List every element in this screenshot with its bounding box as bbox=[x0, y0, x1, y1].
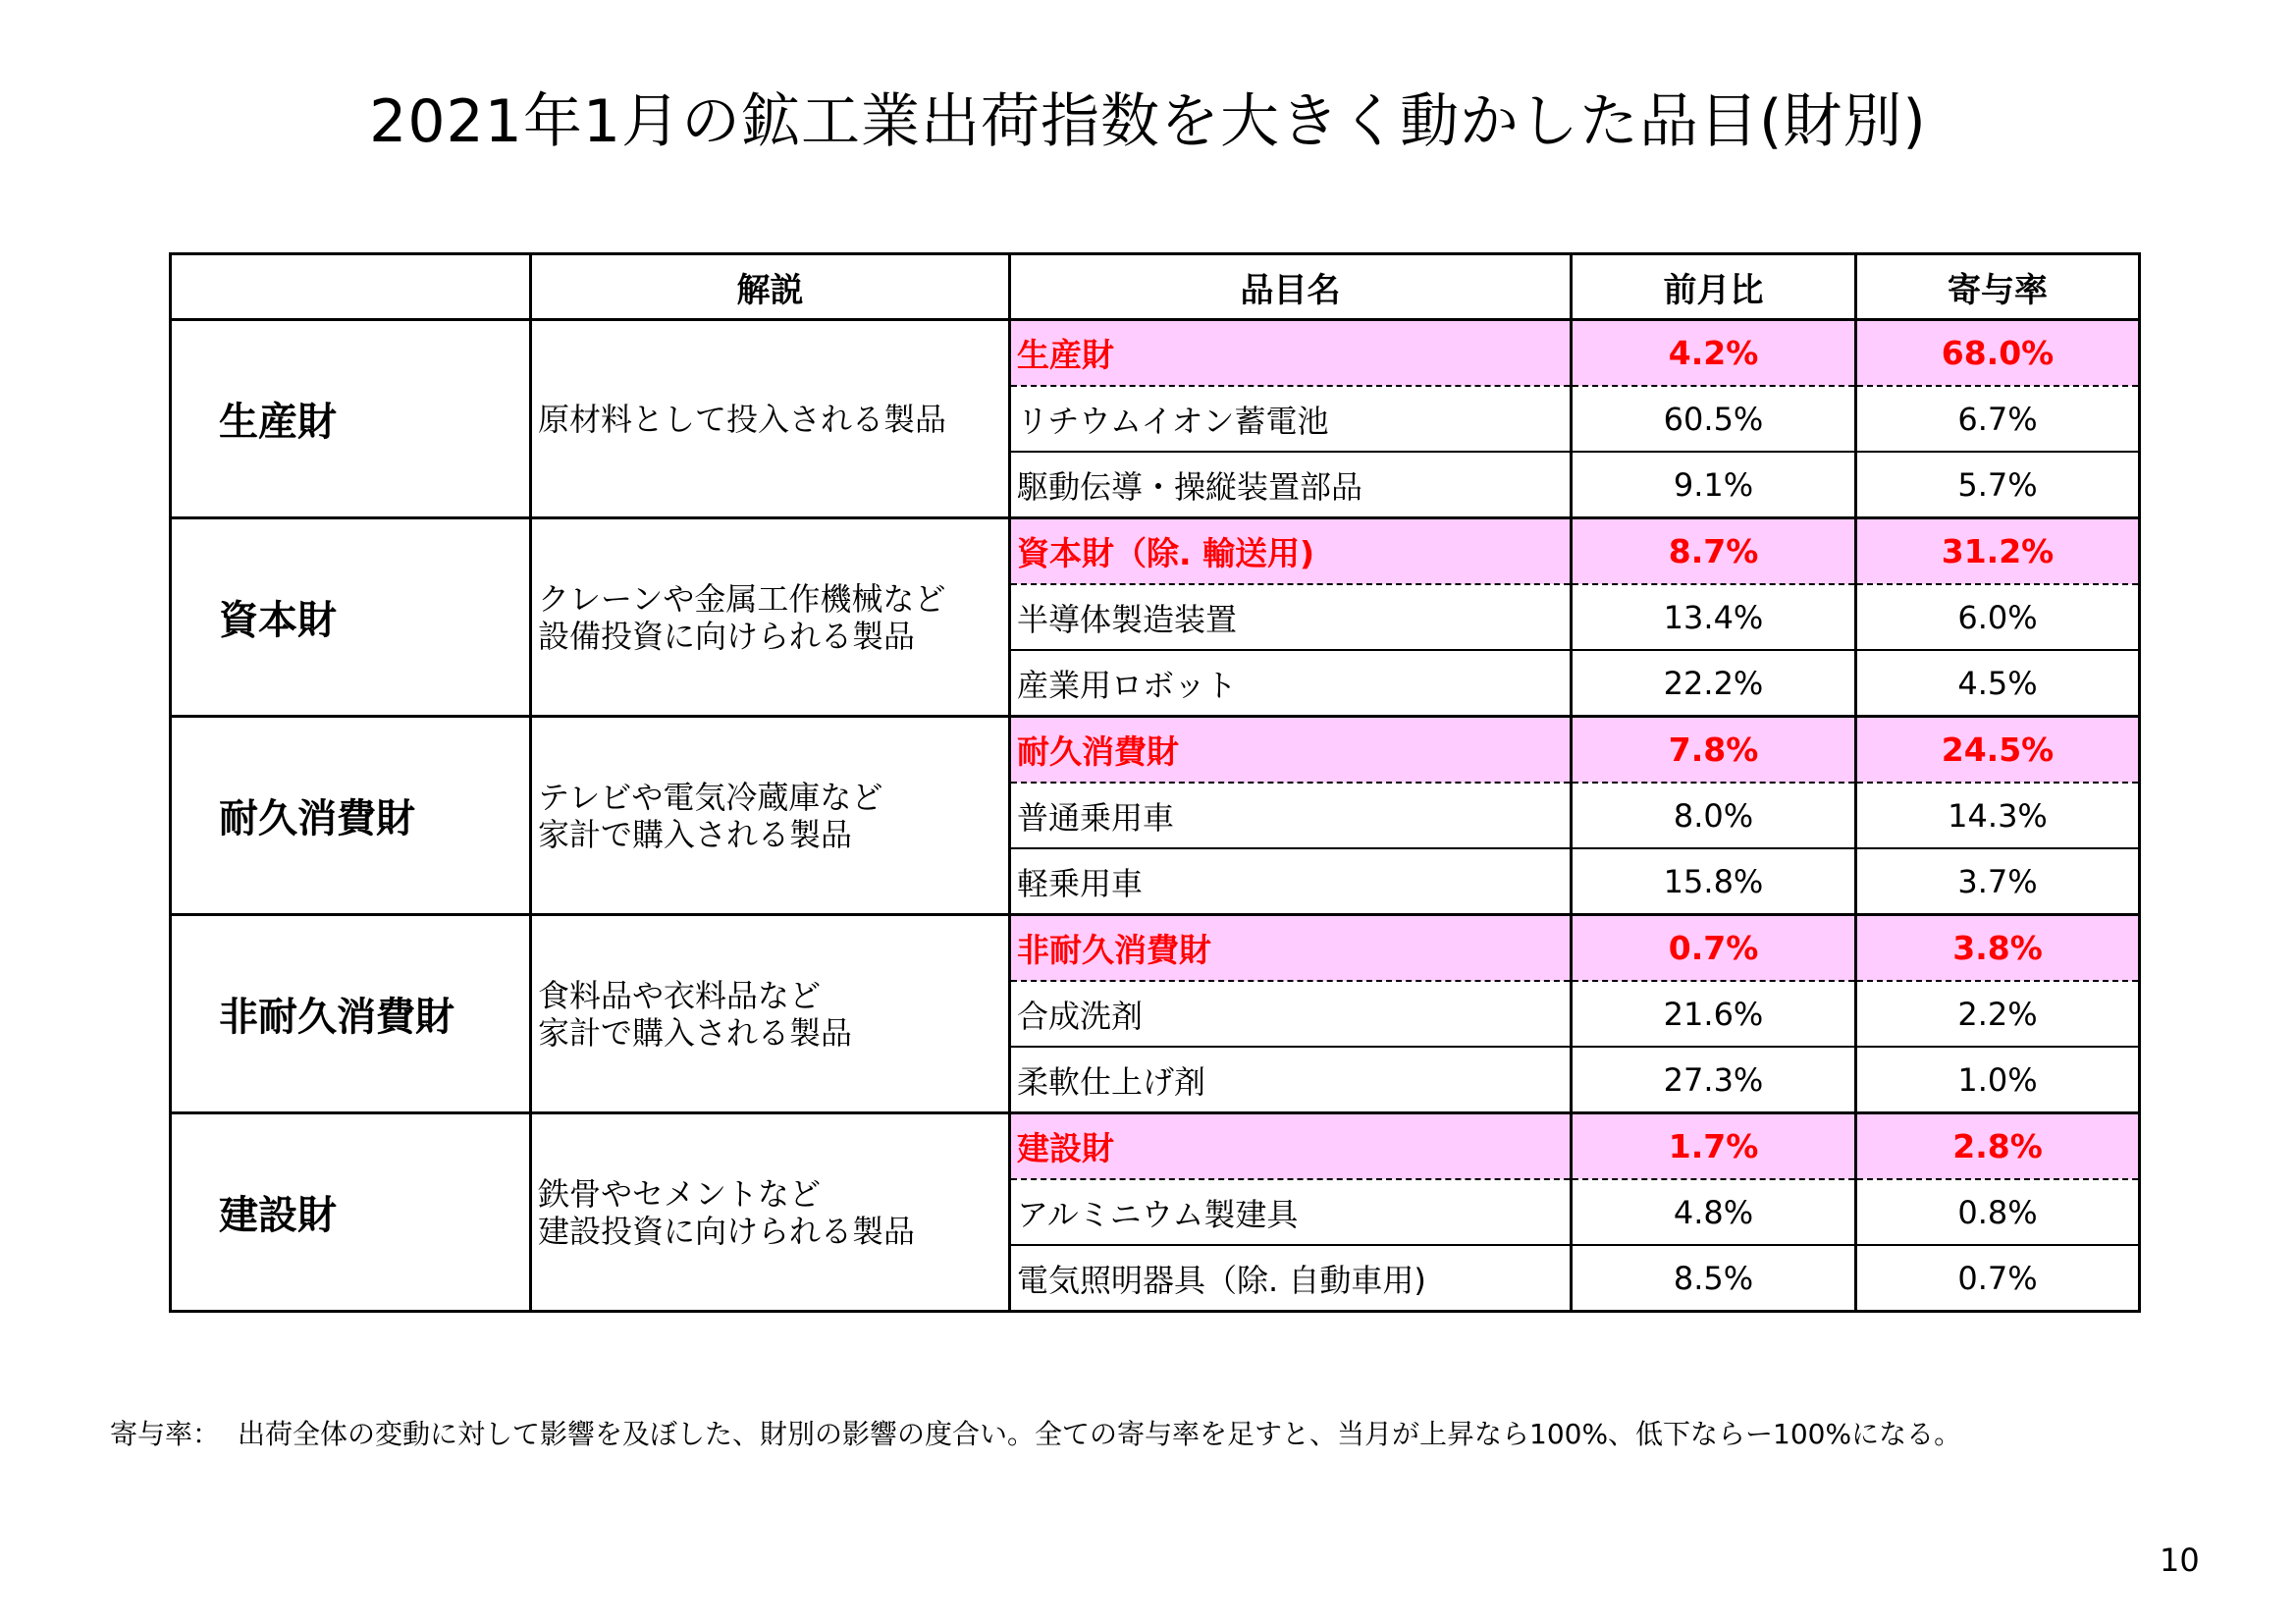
contribution-cell: 0.7% bbox=[1856, 1245, 2140, 1312]
header-category bbox=[171, 254, 531, 320]
header-mom: 前月比 bbox=[1572, 254, 1856, 320]
contribution-cell: 5.7% bbox=[1856, 452, 2140, 518]
contribution-cell: 14.3% bbox=[1856, 783, 2140, 848]
item-name-cell: 産業用ロボット bbox=[1010, 650, 1572, 717]
page-number: 10 bbox=[2160, 1542, 2200, 1579]
contribution-cell: 6.0% bbox=[1856, 584, 2140, 650]
category-cell: 耐久消費財 bbox=[171, 717, 531, 915]
description-line: テレビや電気冷蔵庫など bbox=[538, 778, 883, 816]
description-line: 食料品や衣料品など bbox=[538, 976, 822, 1014]
description-cell bbox=[531, 717, 1010, 915]
mom-cell: 8.7% bbox=[1572, 518, 1856, 585]
item-name-cell: 軽乗用車 bbox=[1010, 848, 1572, 915]
item-name-cell: リチウムイオン蓄電池 bbox=[1010, 386, 1572, 452]
description-cell bbox=[531, 915, 1010, 1113]
mom-cell: 0.7% bbox=[1572, 915, 1856, 982]
contribution-cell: 4.5% bbox=[1856, 650, 2140, 717]
table-row-aggregate bbox=[171, 320, 2140, 387]
contribution-cell: 2.2% bbox=[1856, 981, 2140, 1047]
description-line: 家計で購入される製品 bbox=[538, 815, 853, 853]
category-cell: 資本財 bbox=[171, 518, 531, 717]
item-name-cell: アルミニウム製建具 bbox=[1010, 1179, 1572, 1245]
description-cell bbox=[531, 518, 1010, 717]
category-cell: 非耐久消費財 bbox=[171, 915, 531, 1113]
description-line: 家計で購入される製品 bbox=[538, 1013, 853, 1052]
contribution-cell: 24.5% bbox=[1856, 717, 2140, 784]
description-line: クレーンや金属工作機械など bbox=[538, 579, 946, 618]
mom-cell: 22.2% bbox=[1572, 650, 1856, 717]
goods-table bbox=[169, 252, 2141, 1313]
mom-cell: 7.8% bbox=[1572, 717, 1856, 784]
mom-cell: 15.8% bbox=[1572, 848, 1856, 915]
contribution-cell: 0.8% bbox=[1856, 1179, 2140, 1245]
mom-cell: 21.6% bbox=[1572, 981, 1856, 1047]
description-line: 設備投資に向けられる製品 bbox=[538, 617, 916, 655]
item-name-cell: 柔軟仕上げ剤 bbox=[1010, 1047, 1572, 1113]
mom-cell: 1.7% bbox=[1572, 1113, 1856, 1180]
item-name-cell: 電気照明器具（除. 自動車用) bbox=[1010, 1245, 1572, 1312]
description-line: 建設投資に向けられる製品 bbox=[538, 1212, 916, 1250]
description-cell bbox=[531, 1113, 1010, 1312]
footnote-text: 出荷全体の変動に対して影響を及ぼした、財別の影響の度合い。全ての寄与率を足すと、当月が上昇なら100%、低下ならー100%になる。 bbox=[238, 1418, 1962, 1450]
mom-cell: 8.0% bbox=[1572, 783, 1856, 848]
contribution-cell: 6.7% bbox=[1856, 386, 2140, 452]
page-title: 2021年1月の鉱工業出荷指数を大きく動かした品目(財別) bbox=[369, 87, 1927, 156]
table-row-aggregate bbox=[171, 518, 2140, 585]
table-header-row bbox=[171, 254, 2140, 320]
table-row-aggregate bbox=[171, 717, 2140, 784]
mom-cell: 27.3% bbox=[1572, 1047, 1856, 1113]
header-item-name: 品目名 bbox=[1010, 254, 1572, 320]
item-name-cell: 建設財 bbox=[1010, 1113, 1572, 1180]
table-row-aggregate bbox=[171, 1113, 2140, 1180]
mom-cell: 13.4% bbox=[1572, 584, 1856, 650]
item-name-cell: 資本財（除. 輸送用) bbox=[1010, 518, 1572, 585]
mom-cell: 4.2% bbox=[1572, 320, 1856, 387]
description-line: 原材料として投入される製品 bbox=[538, 400, 947, 438]
mom-cell: 9.1% bbox=[1572, 452, 1856, 518]
description-cell bbox=[531, 320, 1010, 518]
item-name-cell: 普通乗用車 bbox=[1010, 783, 1572, 848]
item-name-cell: 耐久消費財 bbox=[1010, 717, 1572, 784]
contribution-cell: 3.7% bbox=[1856, 848, 2140, 915]
header-contribution: 寄与率 bbox=[1856, 254, 2140, 320]
mom-cell: 4.8% bbox=[1572, 1179, 1856, 1245]
description-line: 鉄骨やセメントなど bbox=[538, 1174, 822, 1213]
mom-cell: 60.5% bbox=[1572, 386, 1856, 452]
table-row-aggregate bbox=[171, 915, 2140, 982]
goods-table-container bbox=[169, 252, 2138, 1313]
category-cell: 生産財 bbox=[171, 320, 531, 518]
header-description: 解説 bbox=[531, 254, 1010, 320]
contribution-cell: 1.0% bbox=[1856, 1047, 2140, 1113]
contribution-cell: 3.8% bbox=[1856, 915, 2140, 982]
mom-cell: 8.5% bbox=[1572, 1245, 1856, 1312]
footnote-label: 寄与率： bbox=[110, 1418, 221, 1450]
contribution-cell: 31.2% bbox=[1856, 518, 2140, 585]
item-name-cell: 半導体製造装置 bbox=[1010, 584, 1572, 650]
category-cell: 建設財 bbox=[171, 1113, 531, 1312]
contribution-cell: 2.8% bbox=[1856, 1113, 2140, 1180]
item-name-cell: 合成洗剤 bbox=[1010, 981, 1572, 1047]
footnote bbox=[110, 1418, 2152, 1451]
item-name-cell: 非耐久消費財 bbox=[1010, 915, 1572, 982]
contribution-cell: 68.0% bbox=[1856, 320, 2140, 387]
item-name-cell: 生産財 bbox=[1010, 320, 1572, 387]
item-name-cell: 駆動伝導・操縦装置部品 bbox=[1010, 452, 1572, 518]
